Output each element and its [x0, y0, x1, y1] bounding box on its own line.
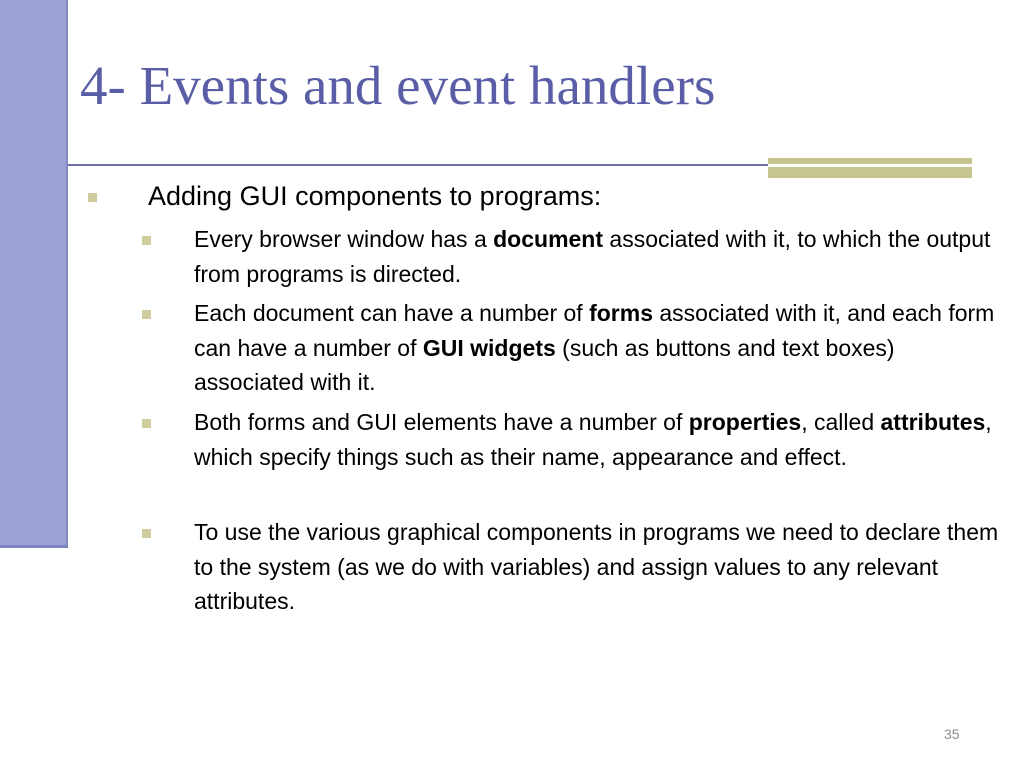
bold-term: document	[493, 226, 604, 252]
bullet-text	[194, 405, 1004, 474]
bold-term: forms	[589, 300, 653, 326]
text-run: Both forms and GUI elements have a number of	[194, 409, 689, 435]
bullet-text	[194, 296, 1004, 400]
bullet-text	[194, 515, 1004, 619]
square-bullet-icon	[142, 310, 151, 319]
text-run: To use the various graphical components in programs we need to declare them to the system (as we do with variables) and assign values to any relevant attributes.	[194, 519, 999, 614]
left-accent-bar	[0, 0, 68, 548]
square-bullet-icon	[142, 236, 151, 245]
bullet-text	[194, 222, 1004, 291]
bold-term: attributes	[880, 409, 986, 435]
text-run: Each document can have a number of	[194, 300, 590, 326]
page-number: 35	[944, 726, 960, 742]
text-run: (such as buttons and text boxes) associated with it.	[194, 334, 895, 395]
bullet-text: Adding GUI components to programs:	[148, 181, 602, 211]
square-bullet-icon	[88, 193, 97, 202]
text-run: , called	[801, 409, 881, 435]
square-bullet-icon	[142, 529, 151, 538]
bold-term: properties	[688, 409, 802, 435]
accent-stripe-block	[768, 158, 972, 178]
bold-term: GUI widgets	[422, 334, 556, 361]
text-run: Every browser window has a	[194, 226, 494, 252]
title-underline	[68, 164, 768, 166]
square-bullet-icon	[142, 419, 151, 428]
text-run: associated with it, to which the output from programs is directed.	[194, 226, 991, 287]
text-run: associated with it, and each form can have a number of	[194, 300, 995, 361]
text-run: , which specify things such as their name, appearance and effect.	[194, 409, 992, 470]
slide-title: 4- Events and event handlers	[80, 55, 716, 116]
